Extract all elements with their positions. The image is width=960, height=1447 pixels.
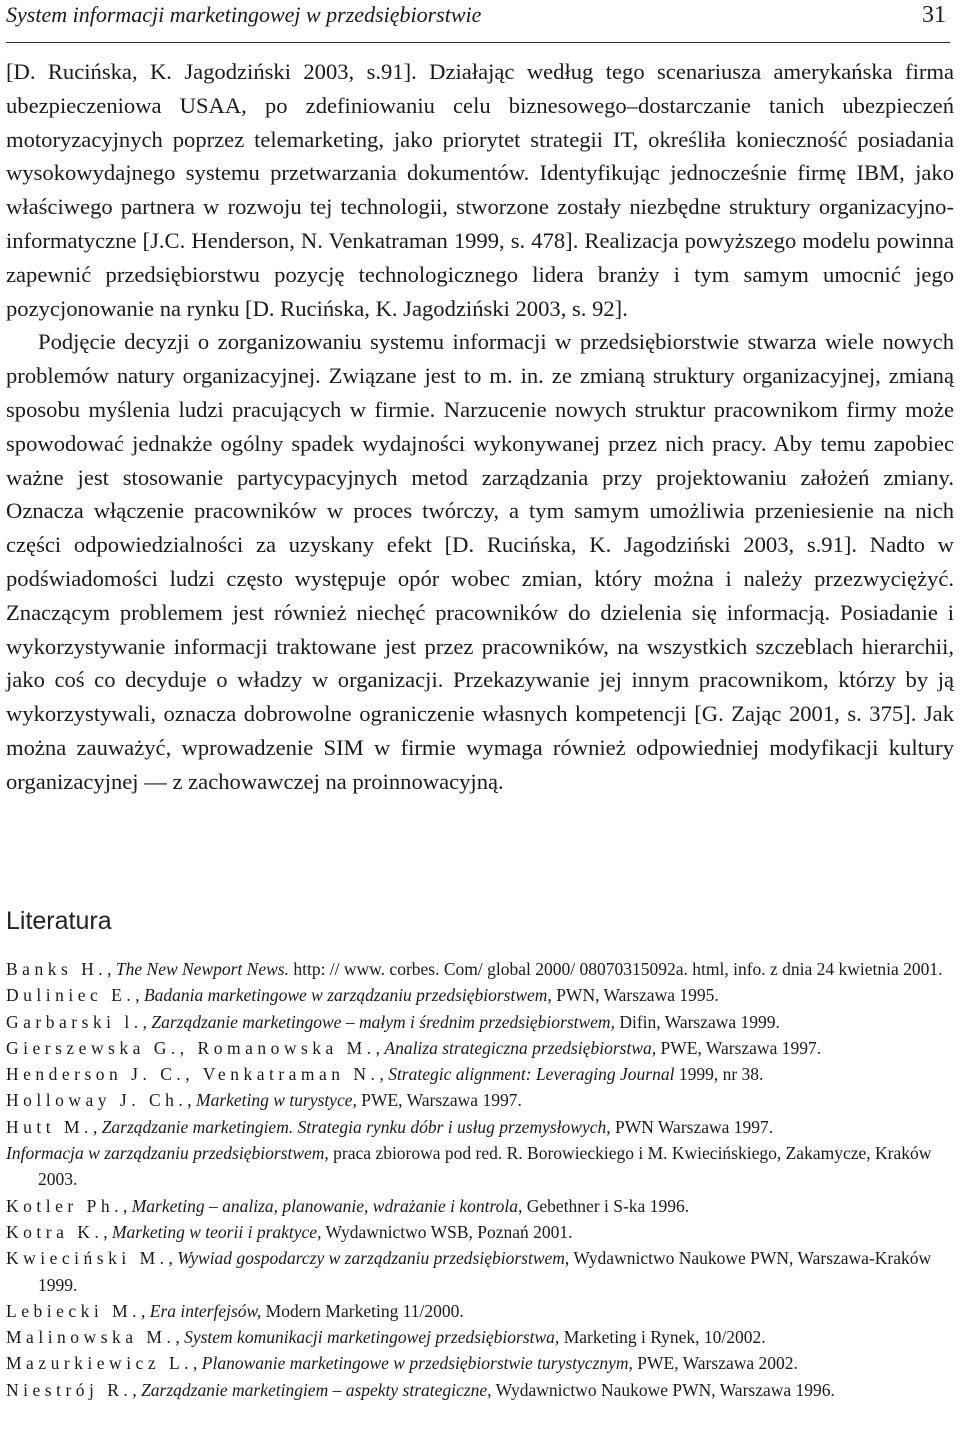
reference-author: Mazurkiewicz L.	[6, 1353, 194, 1374]
body-text	[6, 55, 954, 799]
reference-details: Wydawnictwo Naukowe PWN, Warszawa 1996.	[495, 1379, 835, 1400]
reference-details: PWE, Warszawa 1997.	[361, 1090, 522, 1111]
reference-title: Marketing w teorii i praktyce,	[111, 1221, 322, 1242]
reference-details: PWE, Warszawa 2002.	[637, 1353, 798, 1374]
reference-title: Era interfejsów,	[149, 1300, 262, 1321]
reference-title: Planowanie marketingowe w przedsiębiorstwie turystycznym,	[201, 1353, 633, 1374]
reference-details: PWN, Warszawa 1995.	[556, 985, 719, 1006]
paragraph: [D. Rucińska, K. Jagodziński 2003, s.91]. Działając według tego scenariusza amerykańska firma ubezpieczeniowa USAA, po zdefiniowaniu celu biznesowego–dostarczanie tanich ubezpieczeń motoryzacyjnych poprzez telemarketing, jako priorytet strategii IT, określiła konieczność posiadania wysokowydajnego systemu przetwarzania dokumentów. Identyfikując jednocześnie firmę IBM, jako właściwego partnera w rozwoju tej technologii, stworzone zostały niezbędne struktury organizacyjno-informatyczne [J.C. Henderson, N. Venkatraman 1999, s. 478]. Realizacja powyższego modelu powinna zapewnić przedsiębiorstwu pozycję technologicznego lidera branży i tym samym umocnić jego pozycjonowanie na rynku [D. Rucińska, K. Jagodziński 2003, s. 92].	[6, 59, 954, 321]
reference-author: Kotler Ph.	[6, 1195, 123, 1216]
reference-entry: Henderson J. C., Venkatraman N., Strategic alignment: Leveraging Journal 1999, nr 38.	[6, 1064, 764, 1085]
reference-entry: Garbarski l., Zarządzanie marketingowe – małym i średnim przedsiębiorstwem, Difin, Warszawa 1999.	[6, 1011, 780, 1032]
reference-author: Niestrój R.	[6, 1379, 133, 1400]
reference-details: Difin, Warszawa 1999.	[619, 1011, 780, 1032]
reference-details: Marketing i Rynek, 10/2002.	[563, 1327, 766, 1348]
reference-details: praca zbiorowa pod red. R. Borowieckiego i M. Kwiecińskiego, Zakamycze, Kraków 2003.	[38, 1143, 932, 1190]
reference-title: Zarządzanie marketingiem – aspekty strategiczne,	[141, 1379, 492, 1400]
reference-details: Gebethner i S-ka 1996.	[526, 1195, 690, 1216]
reference-entry: Holloway J. Ch., Marketing w turystyce, PWE, Warszawa 1997.	[6, 1090, 522, 1111]
reference-title: Wywiad gospodarczy w zarządzaniu przedsiębiorstwem,	[177, 1248, 570, 1269]
reference-author: Kwieciński M.	[6, 1248, 169, 1269]
reference-details: PWE, Warszawa 1997.	[660, 1037, 822, 1058]
reference-entry: Duliniec E., Badania marketingowe w zarządzaniu przedsiębiorstwem, PWN, Warszawa 1995.	[6, 985, 719, 1006]
reference-entry: Mazurkiewicz L., Planowanie marketingowe w przedsiębiorstwie turystycznym, PWE, Warszawa 2002.	[6, 1353, 798, 1374]
reference-author: Malinowska M.	[6, 1327, 176, 1348]
reference-details: PWN Warszawa 1997.	[614, 1116, 774, 1137]
reference-author: Gierszewska G., Romanowska M.	[6, 1037, 376, 1058]
reference-entry	[6, 1140, 954, 1193]
reference-details: 1999, nr 38.	[678, 1064, 764, 1085]
reference-author: Kotra K.	[6, 1221, 104, 1242]
literature-heading: Literatura	[6, 907, 112, 935]
reference-title: Marketing w turystyce,	[196, 1090, 357, 1111]
reference-details: http: // www. corbes. Com/ global 2000/ 08070315092a. html, info. z dnia 24 kwietnia 2001.	[293, 959, 943, 979]
reference-author: Garbarski l.	[6, 1011, 143, 1032]
reference-entry: Niestrój R., Zarządzanie marketingiem – aspekty strategiczne, Wydawnictwo Naukowe PWN, Warszawa 1996.	[6, 1379, 835, 1400]
reference-title: Informacja w zarządzaniu przedsiębiorstwem,	[6, 1143, 329, 1164]
reference-entry: Malinowska M., System komunikacji marketingowej przedsiębiorstwa, Marketing i Rynek, 10/2002.	[6, 1327, 766, 1348]
reference-title: Zarządzanie marketingiem. Strategia rynku dóbr i usług przemysłowych,	[101, 1116, 611, 1137]
reference-details: Wydawnictwo WSB, Poznań 2001.	[325, 1221, 573, 1242]
reference-title: Strategic alignment: Leveraging Journal	[388, 1064, 675, 1085]
reference-entry: Hutt M., Zarządzanie marketingiem. Strategia rynku dóbr i usług przemysłowych, PWN Warszawa 1997.	[6, 1116, 774, 1137]
running-title: System informacji marketingowej w przedsiębiorstwie	[6, 2, 482, 27]
reference-author: Hutt M.	[6, 1116, 93, 1137]
reference-title: The New Newport News.	[115, 959, 289, 979]
reference-entry: Kotler Ph., Marketing – analiza, planowanie, wdrażanie i kontrola, Gebethner i S-ka 1996.	[6, 1195, 690, 1216]
reference-title: System komunikacji marketingowej przedsiębiorstwa,	[184, 1327, 560, 1348]
page-number: 31	[922, 2, 946, 28]
reference-entry: Lebiecki M., Era interfejsów, Modern Marketing 11/2000.	[6, 1300, 464, 1321]
reference-title: Zarządzanie marketingowe – małym i średnim przedsiębiorstwem,	[151, 1011, 615, 1032]
paragraph: Podjęcie decyzji o zorganizowaniu systemu informacji w przedsiębiorstwie stwarza wiele nowych problemów natury organizacyjnej. Związane jest to m. in. ze zmianą struktury organizacyjnej, zmianą sposobu myślenia ludzi pracujących w firmie. Narzucenie nowych struktur pracownikom firmy może spowodować jednakże ogólny spadek wydajności wykonywanej przez nich pracy. Aby temu zapobiec ważne jest stosowanie partycypacyjnych metod zarządzania przy projektowaniu założeń zmiany. Oznacza włączenie pracowników w proces twórczy, a tym samym umożliwia przeniesienie na nich części odpowiedzialności za uzyskany efekt [D. Rucińska, K. Jagodziński 2003, s.91]. Nadto w podświadomości ludzi często występuje opór wobec zmian, który można i należy przezwyciężyć. Znaczącym problemem jest również niechęć pracowników do dzielenia się informacją. Posiadanie i wykorzystywanie informacji traktowane jest przez pracowników, na wszystkich szczeblach hierarchii, jako coś co decyduje o władzy w organizacji. Przekazywanie jej innym pracownikom, którzy by ją wykorzystywali, oznacza dobrowolne ograniczenie własnych kompetencji [G. Zając 2001, s. 375]. Jak można zauważyć, wprowadzenie SIM w firmie wymaga również odpowiedniej modyfikacji kultury organizacyjnej — z zachowawczej na proinnowacyjną.	[6, 329, 954, 794]
reference-entry: Banks H., The New Newport News. http: // www. corbes. Com/ global 2000/ 08070315092a. html, info. z dnia 24 kwietnia 2001.	[6, 959, 943, 979]
reference-title: Analiza strategiczna przedsiębiorstwa,	[384, 1037, 657, 1058]
reference-author: Lebiecki M.	[6, 1300, 142, 1321]
running-header	[6, 0, 950, 43]
reference-author: Henderson J. C., Venkatraman N.	[6, 1064, 380, 1085]
reference-author: Banks H.	[6, 959, 108, 979]
reference-title: Badania marketingowe w zarządzaniu przedsiębiorstwem,	[143, 985, 552, 1006]
references-list	[6, 956, 954, 1403]
reference-entry: Kwieciński M., Wywiad gospodarczy w zarządzaniu przedsiębiorstwem, Wydawnictwo Naukowe PWN, Warszawa-Kraków 1999.	[6, 1248, 932, 1295]
reference-details: Wydawnictwo Naukowe PWN, Warszawa-Kraków 1999.	[38, 1248, 932, 1295]
reference-details: Modern Marketing 11/2000.	[265, 1300, 464, 1321]
reference-entry: Gierszewska G., Romanowska M., Analiza strategiczna przedsiębiorstwa, PWE, Warszawa 1997.	[6, 1037, 822, 1058]
reference-title: Marketing – analiza, planowanie, wdrażanie i kontrola,	[131, 1195, 523, 1216]
reference-entry: Kotra K., Marketing w teorii i praktyce, Wydawnictwo WSB, Poznań 2001.	[6, 1221, 573, 1242]
reference-author: Holloway J. Ch.	[6, 1090, 188, 1111]
reference-author: Duliniec E.	[6, 985, 136, 1006]
